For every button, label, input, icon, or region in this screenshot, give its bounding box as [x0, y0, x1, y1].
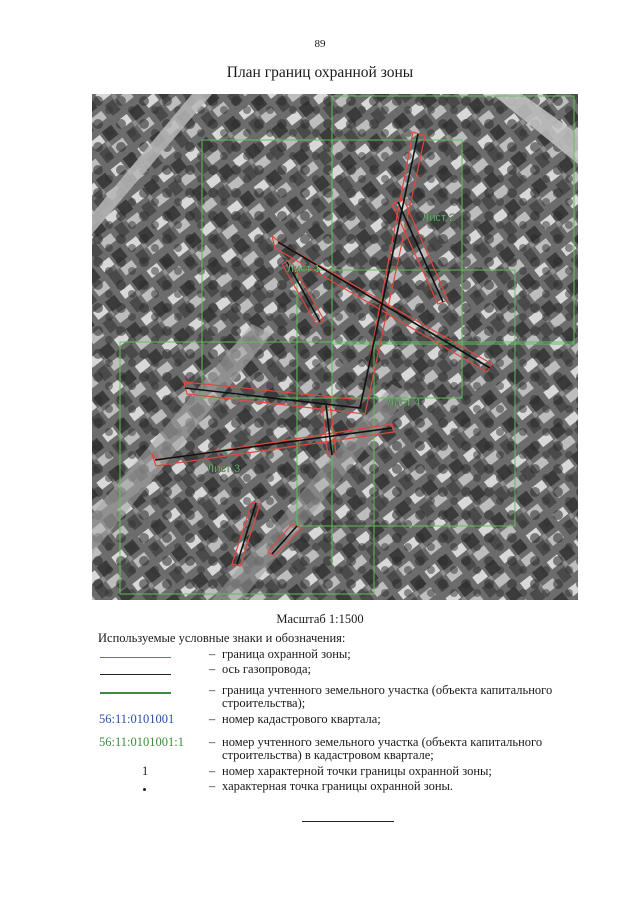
sheet-label-4: Лист 4: [387, 397, 421, 409]
sheet-label-1: Лист 1: [287, 263, 321, 275]
footer-rule: [302, 821, 394, 822]
legend-dash: –: [209, 764, 216, 778]
legend-text: номер учтенного земельного участка (объекта капитального строительства) в кадастровом квартале;: [222, 735, 543, 762]
page-title: План границ охранной зоны: [226, 64, 414, 81]
legend-text: граница охранной зоны;: [222, 647, 351, 661]
page-number: 89: [314, 38, 326, 50]
legend-code-parcel: 56:11:0101001:1: [99, 735, 184, 749]
legend-text: ось газопровода;: [222, 662, 312, 676]
legend-symbol-dot: [143, 788, 146, 791]
legend-code-point-number: 1: [142, 764, 149, 778]
legend-dash: –: [209, 647, 216, 661]
legend-text: граница учтенного земельного участка (объекта капитального строительства);: [222, 683, 553, 710]
legend-symbol-green-line: [100, 692, 171, 694]
legend-text: номер характерной точки границы охранной зоны;: [222, 764, 492, 778]
legend-dash: –: [209, 712, 216, 726]
legend-text: номер кадастрового квартала;: [222, 712, 381, 726]
legend-text: характерная точка границы охранной зоны.: [222, 779, 454, 793]
legend-symbol-black-line: [100, 674, 171, 675]
sheet-label-3: Лист 3: [207, 463, 241, 475]
legend-dash: –: [209, 683, 216, 697]
map-scale: Масштаб 1:1500: [276, 612, 364, 626]
legend-dash: –: [209, 735, 216, 749]
legend-code-cadastral-quarter: 56:11:0101001: [99, 712, 175, 726]
sheet-label-2: Лист 2: [422, 212, 456, 224]
legend-dash: –: [209, 662, 216, 676]
legend-dash: –: [209, 779, 216, 793]
protection-zone-map: [92, 94, 578, 600]
legend-heading: Используемые условные знаки и обозначения:: [98, 631, 346, 645]
legend-symbol-red-line: [100, 657, 171, 658]
